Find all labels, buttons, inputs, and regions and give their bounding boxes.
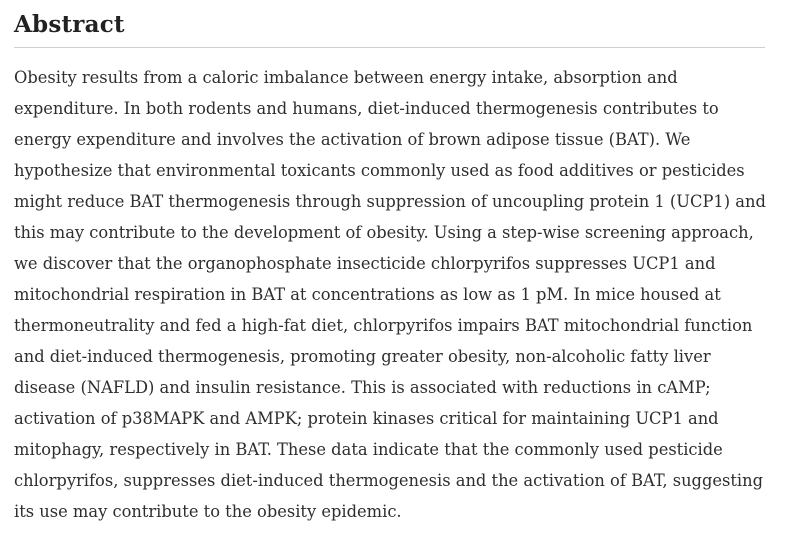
abstract-line: Obesity results from a caloric imbalance between energy intake, absorption and: [14, 68, 678, 87]
abstract-line: we discover that the organophosphate insecticide chlorpyrifos suppresses UCP1 and: [14, 254, 716, 273]
abstract-line: mitochondrial respiration in BAT at concentrations as low as 1 pM. In mice housed at: [14, 285, 721, 304]
abstract-line: thermoneutrality and fed a high-fat diet, chlorpyrifos impairs BAT mitochondrial function: [14, 316, 753, 335]
abstract-heading: Abstract: [14, 11, 125, 38]
abstract-line: chlorpyrifos, suppresses diet-induced thermogenesis and the activation of BAT, suggesting: [14, 471, 764, 490]
abstract-line: disease (NAFLD) and insulin resistance. This is associated with reductions in cAMP;: [14, 378, 711, 397]
abstract-line: its use may contribute to the obesity epidemic.: [14, 502, 402, 521]
abstract-line: expenditure. In both rodents and humans, diet-induced thermogenesis contributes to: [14, 99, 719, 118]
abstract-section: [14, 0, 766, 527]
abstract-line: this may contribute to the development of obesity. Using a step-wise screening approach,: [14, 223, 754, 242]
abstract-line: and diet-induced thermogenesis, promoting greater obesity, non-alcoholic fatty liver: [14, 347, 711, 366]
abstract-line: energy expenditure and involves the activation of brown adipose tissue (BAT). We: [14, 130, 691, 149]
abstract-line: mitophagy, respectively in BAT. These data indicate that the commonly used pesticide: [14, 440, 723, 459]
heading-divider: [14, 47, 765, 48]
abstract-line: hypothesize that environmental toxicants commonly used as food additives or pesticides: [14, 161, 745, 180]
abstract-line: might reduce BAT thermogenesis through suppression of uncoupling protein 1 (UCP1) and: [14, 192, 766, 211]
abstract-line: activation of p38MAPK and AMPK; protein kinases critical for maintaining UCP1 and: [14, 409, 719, 428]
abstract-paragraph: [14, 62, 766, 527]
